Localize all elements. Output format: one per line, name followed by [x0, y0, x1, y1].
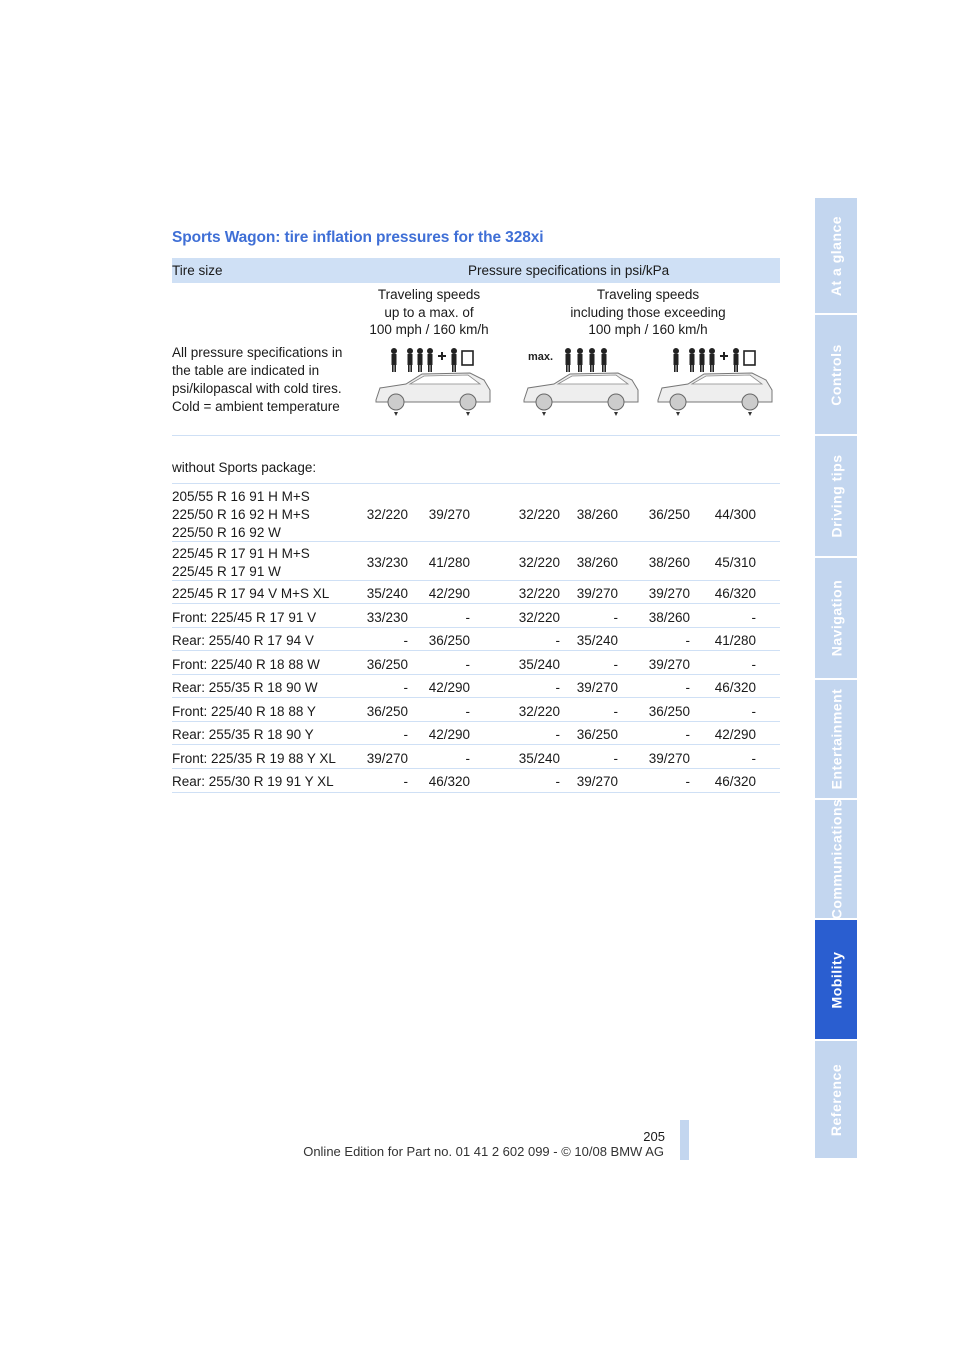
tire-size-line: 225/50 R 16 92 H M+S	[172, 507, 310, 522]
pressure-cell: 46/320	[428, 774, 470, 789]
note-line: Cold = ambient temperature	[172, 399, 340, 414]
pressure-cell: 33/230	[366, 610, 408, 625]
divider	[172, 603, 780, 604]
pressure-cell: 36/250	[648, 704, 690, 719]
car-max-load-icon	[518, 344, 646, 420]
table-row	[172, 699, 780, 722]
pressure-cell: -	[613, 657, 618, 672]
pressure-cell: 36/250	[366, 704, 408, 719]
tire-pressure-table	[172, 258, 780, 789]
pressure-cell: -	[403, 633, 408, 648]
chapter-tab-label: Reference	[828, 1063, 845, 1136]
tire-size-line: 225/45 R 17 91 W	[172, 564, 281, 579]
chapter-tab-label: Driving tips	[828, 454, 845, 538]
chapter-tab-controls[interactable]	[815, 315, 857, 436]
pressure-cell: -	[751, 751, 756, 766]
tire-size-cell	[172, 632, 314, 650]
tire-size-cell	[172, 773, 334, 791]
tire-size-line: Front: 225/35 R 19 88 Y XL	[172, 751, 336, 766]
header-pressure: Pressure specifications in psi/kPa	[468, 263, 670, 278]
pressure-cell: 39/270	[428, 507, 470, 522]
pressure-cell: -	[403, 680, 408, 695]
tire-size-line: Rear: 255/40 R 17 94 V	[172, 633, 314, 648]
tire-size-line: 225/50 R 16 92 W	[172, 525, 281, 540]
pressure-cell: 44/300	[714, 507, 756, 522]
pressure-cell: 33/230	[366, 555, 408, 570]
pressure-cell: 39/270	[576, 586, 618, 601]
footer: Online Edition for Part no. 01 41 2 602 099 - © 10/08 BMW AG	[303, 1144, 664, 1159]
tire-size-cell	[172, 726, 314, 744]
table-row	[172, 746, 780, 769]
divider	[172, 541, 780, 542]
car-full-load-luggage-icon	[370, 344, 498, 420]
pressure-cell: 41/280	[428, 555, 470, 570]
tire-size-line: Front: 225/40 R 18 88 Y	[172, 704, 316, 719]
tire-size-line: Rear: 255/35 R 18 90 Y	[172, 727, 314, 742]
note-line: psi/kilopascal with cold tires.	[172, 381, 342, 396]
chapter-tab-communications[interactable]	[815, 800, 857, 920]
speed-group-1-line: Traveling speeds	[377, 287, 481, 302]
pressure-cell: -	[555, 680, 560, 695]
pressure-cell: -	[465, 751, 470, 766]
divider	[172, 580, 780, 581]
chapter-tab-mobility[interactable]	[815, 920, 857, 1041]
pressure-cell: -	[685, 727, 690, 742]
pressure-cell: 39/270	[648, 586, 690, 601]
speed-group-1	[362, 286, 496, 339]
pressure-cell: 35/240	[366, 586, 408, 601]
pressure-cell: -	[555, 774, 560, 789]
person-icon	[391, 348, 397, 372]
tire-size-cell	[172, 656, 320, 674]
chapter-tab-driving-tips[interactable]	[815, 436, 857, 558]
chapter-tab-label: Controls	[828, 343, 844, 406]
pressure-cell: -	[685, 633, 690, 648]
table-row	[172, 485, 780, 542]
max-label: max.	[528, 351, 554, 363]
chapter-tab-label: Communications	[828, 798, 845, 920]
tire-size-line: Front: 225/40 R 18 88 W	[172, 657, 320, 672]
table-row	[172, 582, 780, 604]
table-row	[172, 543, 780, 581]
pressure-cell: 42/290	[428, 727, 470, 742]
chapter-tabs	[815, 198, 857, 1160]
chapter-tab-label: Navigation	[828, 579, 845, 657]
pressure-cell: 42/290	[428, 586, 470, 601]
speed-group-1-line: 100 mph / 160 km/h	[369, 322, 489, 337]
divider	[172, 435, 780, 436]
pressure-cell: 39/270	[648, 751, 690, 766]
chapter-tab-entertainment[interactable]	[815, 680, 857, 800]
tire-size-line: Rear: 255/30 R 19 91 Y XL	[172, 774, 334, 789]
pressure-cell: -	[465, 657, 470, 672]
speed-group-2-line: including those exceeding	[570, 304, 726, 320]
pressure-cell: -	[751, 610, 756, 625]
pressure-cell: -	[751, 704, 756, 719]
pressure-cell: 38/260	[576, 507, 618, 522]
pressure-cell: -	[613, 610, 618, 625]
subheading: without Sports package:	[172, 460, 317, 475]
tire-size-line: Rear: 255/35 R 18 90 W	[172, 680, 318, 695]
pressure-cell: 35/240	[518, 751, 560, 766]
speed-group-2-line: Traveling speeds	[596, 287, 700, 302]
pressure-cell: 32/220	[518, 586, 560, 601]
tire-size-cell	[172, 703, 316, 721]
chapter-tab-label: Mobility	[828, 951, 845, 1008]
pressure-cell: 42/290	[714, 727, 756, 742]
table-row	[172, 675, 780, 698]
pressure-cell: 41/280	[714, 633, 756, 648]
car-full-load-luggage-icon	[652, 344, 780, 420]
header-tire-size: Tire size	[172, 263, 223, 278]
pressure-cell: 42/290	[428, 680, 470, 695]
table-row	[172, 605, 780, 628]
pressure-cell: 38/260	[648, 610, 690, 625]
pressure-cell: 32/220	[518, 704, 560, 719]
pressure-cell: -	[555, 633, 560, 648]
divider	[172, 650, 780, 651]
pressure-cell: -	[403, 774, 408, 789]
divider	[172, 697, 780, 698]
section-title: Sports Wagon: tire inflation pressures for the 328xi	[172, 229, 544, 246]
pressure-cell: -	[613, 704, 618, 719]
chapter-tab-label: Entertainment	[828, 688, 844, 790]
pressure-cell: 39/270	[366, 751, 408, 766]
pressure-cell: 46/320	[714, 680, 756, 695]
chapter-tab-reference[interactable]	[815, 1041, 857, 1160]
chapter-tab-label: At a glance	[828, 215, 845, 296]
note-line: the table are indicated in	[172, 363, 320, 378]
pressure-cell: 36/250	[576, 727, 618, 742]
pressure-cell: -	[465, 610, 470, 625]
pressure-cell: 35/240	[576, 633, 618, 648]
table-row	[172, 628, 780, 651]
divider	[172, 483, 780, 484]
footer-bar	[680, 1120, 689, 1160]
tire-size-cell	[172, 545, 310, 581]
page-number: 205	[643, 1129, 665, 1144]
speed-group-2	[548, 286, 748, 339]
pressure-cell: -	[613, 751, 618, 766]
tire-size-cell	[172, 488, 310, 542]
pressure-cell: 39/270	[648, 657, 690, 672]
pressure-cell: -	[555, 727, 560, 742]
pressure-cell: -	[465, 704, 470, 719]
speed-group-2-line: 100 mph / 160 km/h	[588, 322, 708, 337]
tire-size-line: Front: 225/45 R 17 91 V	[172, 610, 317, 625]
table-row	[172, 722, 780, 745]
divider	[172, 792, 780, 793]
pressure-cell: 38/260	[576, 555, 618, 570]
note-line: All pressure specifications in	[172, 345, 343, 360]
pressure-cell: 39/270	[576, 774, 618, 789]
chapter-tab-navigation[interactable]	[815, 558, 857, 680]
pressure-cell: 46/320	[714, 774, 756, 789]
table-row	[172, 769, 780, 793]
divider	[172, 744, 780, 745]
pressure-cell: 46/320	[714, 586, 756, 601]
tire-size-line: 225/45 R 17 94 V M+S XL	[172, 586, 330, 601]
tire-size-line: 205/55 R 16 91 H M+S	[172, 489, 310, 504]
tire-size-cell	[172, 750, 336, 768]
chapter-tab-at-a-glance[interactable]	[815, 198, 857, 315]
tire-size-cell	[172, 585, 329, 603]
tire-size-cell	[172, 679, 318, 697]
pressure-cell: 39/270	[576, 680, 618, 695]
speed-group-1-line: up to a max. of	[384, 304, 474, 320]
pressure-cell: -	[685, 774, 690, 789]
table-header	[172, 258, 780, 283]
pressure-cell: 38/260	[648, 555, 690, 570]
pressure-cell: 32/220	[518, 610, 560, 625]
pressure-cell: 45/310	[714, 555, 756, 570]
pressure-cell: 32/220	[518, 507, 560, 522]
pressure-cell: 32/220	[518, 555, 560, 570]
pressure-cell: 35/240	[518, 657, 560, 672]
pressure-cell: -	[751, 657, 756, 672]
pressure-cell: 36/250	[648, 507, 690, 522]
pressure-cell: -	[403, 727, 408, 742]
tire-size-cell	[172, 609, 316, 627]
table-row	[172, 652, 780, 675]
pressure-note	[172, 344, 362, 416]
tire-size-line: 225/45 R 17 91 H M+S	[172, 546, 310, 561]
pressure-cell: 32/220	[366, 507, 408, 522]
pressure-cell: -	[685, 680, 690, 695]
pressure-cell: 36/250	[366, 657, 408, 672]
pressure-cell: 36/250	[428, 633, 470, 648]
